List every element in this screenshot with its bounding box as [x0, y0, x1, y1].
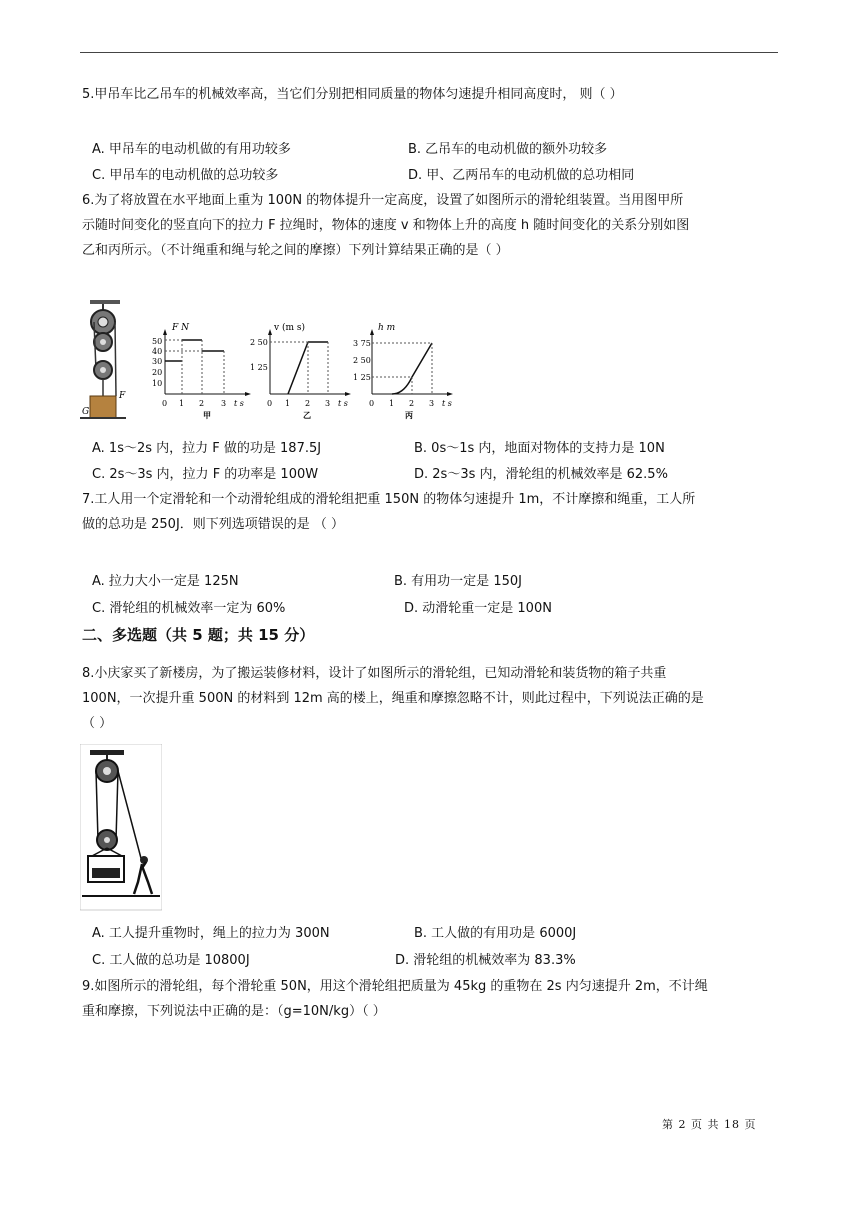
graph1-xlabel: t s: [234, 399, 244, 408]
q6-option-c: C. 2s～3s 内，拉力 F 的功率是 100W: [92, 467, 319, 482]
graph2-xlabel: t s: [338, 399, 348, 408]
section-title: 二、多选题（共 5 题；共 15 分）: [82, 626, 315, 644]
pulley-apparatus: [80, 300, 126, 418]
graph3-xtick: 3: [429, 399, 435, 408]
graph1-ytick: 50: [152, 337, 163, 346]
q6-stem: [82, 188, 782, 263]
graph2-caption: 乙: [303, 410, 311, 420]
graph-velocity-time: [250, 322, 351, 420]
graph3-xtick: 0: [369, 399, 375, 408]
graph1-xtick: 1: [179, 399, 185, 408]
q8-stem: [82, 661, 782, 736]
graph2-xtick: 3: [325, 399, 331, 408]
graph2-xtick: 0: [267, 399, 273, 408]
graph3-ylabel: h m: [378, 323, 396, 333]
graph1-ytick: 30: [152, 357, 163, 366]
q6-option-b: B. 0s～1s 内，地面对物体的支持力是 10N: [414, 441, 665, 456]
q6-stem-line2: 示随时间变化的竖直向下的拉力 F 拉绳时，物体的速度 v 和物体上升的高度 h 随时间变化的关系分别如图: [82, 218, 690, 233]
header-rule: [80, 52, 778, 53]
graph3-xlabel: t s: [442, 399, 452, 408]
graph1-caption: 甲: [203, 410, 211, 420]
graph-force-time: [152, 323, 251, 420]
page-number: 第 2 页 共 18 页: [662, 1118, 757, 1131]
q7-option-a: A. 拉力大小一定是 125N: [92, 574, 239, 589]
graph3-ytick: 1 25: [353, 373, 371, 382]
q8-option-a: A. 工人提升重物时，绳上的拉力为 300N: [92, 926, 330, 941]
q7-option-d: D. 动滑轮重一定是 100N: [404, 601, 552, 616]
graph3-caption: 丙: [405, 410, 413, 420]
q6-stem-line3: 乙和丙所示。（不计绳重和绳与轮之间的摩擦）下列计算结果正确的是（ ）: [82, 243, 509, 258]
force-label-f: F: [119, 391, 126, 401]
q6-figure: [80, 296, 480, 428]
graph1-ytick: 40: [152, 347, 163, 356]
q9-stem-line2: 重和摩擦，下列说法中正确的是：（g=10N/kg）（ ）: [82, 1004, 386, 1019]
q5-option-b: B. 乙吊车的电动机做的额外功较多: [408, 142, 608, 157]
q5-option-a: A. 甲吊车的电动机做的有用功较多: [92, 142, 291, 157]
q8-option-c: C. 工人做的总功是 10800J: [92, 953, 250, 968]
q7-stem-line2: 做的总功是 250J．则下列选项错误的是 （ ）: [82, 517, 345, 532]
q8-figure: [80, 744, 162, 912]
q6-stem-line1: 6.为了将放置在水平地面上重为 100N 的物体提升一定高度，设置了如图所示的滑轮组装置。当用图甲所: [82, 193, 684, 208]
graph3-xtick: 1: [389, 399, 395, 408]
q5-option-c: C. 甲吊车的电动机做的总功较多: [92, 168, 279, 183]
q8-stem-line2: 100N，一次提升重 500N 的材料到 12m 高的楼上，绳重和摩擦忽略不计，则此过程中，下列说法正确的是: [82, 691, 704, 706]
q8-option-d: D. 滑轮组的机械效率为 83.3%: [395, 953, 576, 968]
graph1-xtick: 0: [162, 399, 168, 408]
q6-option-d: D. 2s～3s 内，滑轮组的机械效率是 62.5%: [414, 467, 668, 482]
q9-stem-line1: 9.如图所示的滑轮组，每个滑轮重 50N，用这个滑轮组把质量为 45kg 的重物在 2s 内匀速提升 2m，不计绳: [82, 979, 708, 994]
graph3-xtick: 2: [409, 399, 415, 408]
q8-stem-line3: （ ）: [82, 716, 113, 731]
weight-label-g: G: [82, 407, 90, 417]
q6-option-a: A. 1s～2s 内，拉力 F 做的功是 187.5J: [92, 441, 322, 456]
q5-stem: 5.甲吊车比乙吊车的机械效率高，当它们分别把相同质量的物体匀速提升相同高度时， 则（ ）: [82, 87, 623, 102]
graph1-xtick: 2: [199, 399, 205, 408]
graph-height-time: [353, 323, 453, 420]
graph1-ytick: 10: [152, 379, 163, 388]
q7-stem-line1: 7.工人用一个定滑轮和一个动滑轮组成的滑轮组把重 150N 的物体匀速提升 1m，不计摩擦和绳重，工人所: [82, 492, 696, 507]
graph1-xtick: 3: [221, 399, 227, 408]
q9-stem: [82, 974, 782, 1024]
q8-option-b: B. 工人做的有用功是 6000J: [414, 926, 577, 941]
graph2-xtick: 1: [285, 399, 291, 408]
q7-option-b: B. 有用功一定是 150J: [394, 574, 522, 589]
graph1-ylabel: F N: [172, 323, 189, 333]
q8-stem-line1: 8.小庆家买了新楼房，为了搬运装修材料，设计了如图所示的滑轮组，已知动滑轮和装货物的箱子共重: [82, 666, 667, 681]
graph3-ytick: 3 75: [353, 339, 371, 348]
q5-option-d: D. 甲、乙两吊车的电动机做的总功相同: [408, 168, 635, 183]
q7-option-c: C. 滑轮组的机械效率一定为 60%: [92, 601, 286, 616]
graph2-ytick: 1 25: [250, 363, 268, 372]
q7-stem: [82, 487, 782, 537]
graph1-ytick: 20: [152, 368, 163, 377]
graph2-ytick: 2 50: [250, 338, 268, 347]
graph2-xtick: 2: [305, 399, 311, 408]
graph2-ylabel: v (m s): [274, 323, 305, 333]
graph3-ytick: 2 50: [353, 356, 371, 365]
